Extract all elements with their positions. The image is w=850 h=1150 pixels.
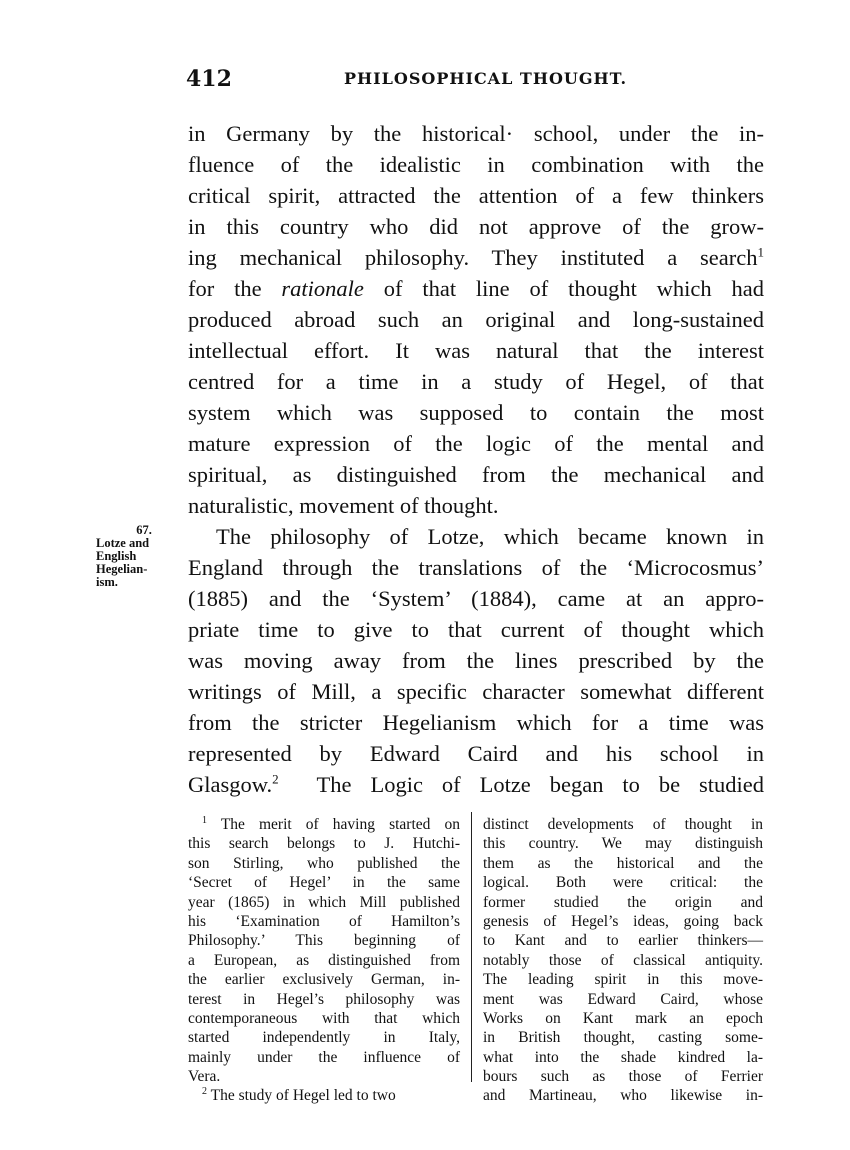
body-line: writings of Mill, a specific character somewhat different [188, 679, 764, 704]
footnote-line: and Martineau, who likewise in- [483, 1087, 763, 1105]
body-line: mature expression of the logic of the mental and [188, 431, 764, 456]
italic-term: rationale [281, 276, 364, 301]
body-line: centred for a time in a study of Hegel, of that [188, 369, 764, 394]
footnote-marker: 1 [202, 814, 207, 826]
body-line: represented by Edward Caird and his school in [188, 741, 764, 766]
body-line-text: Glasgow. [188, 772, 273, 797]
footnote-column-divider [471, 812, 472, 1082]
body-line: England through the translations of the ‘Microcosmus’ [188, 555, 764, 580]
body-line [188, 242, 764, 273]
body-line: The philosophy of Lotze, which became known in [216, 524, 764, 549]
footnote-line: distinct developments of thought in [483, 816, 763, 833]
footnote-line: year (1865) in which Mill published [188, 893, 460, 911]
footnote-line: Works on Kant mark an epoch [483, 1009, 763, 1027]
footnote-line: bours such as those of Ferrier [483, 1068, 763, 1086]
body-line: from the stricter Hegelianism which for a time was [188, 710, 764, 735]
footnote-text: The merit of having started on [220, 816, 460, 833]
body-line: in Germany by the historical· school, under the in- [188, 121, 764, 146]
footnote-line: genesis of Hegel’s ideas, going back [483, 912, 763, 930]
body-line: critical spirit, attracted the attention of a few thinkers [188, 183, 764, 208]
footnote-line [188, 1086, 460, 1105]
body-line-text: ing mechanical philosophy. They instituted a search [188, 245, 758, 270]
running-title: PHILOSOPHICAL THOUGHT. [344, 69, 628, 88]
footnote-line: ‘Secret of Hegel’ in the same [188, 874, 460, 892]
footnotes-left-column [188, 815, 460, 1106]
footnote-line: them as the historical and the [483, 854, 763, 872]
body-line [188, 273, 764, 304]
body-line: priate time to give to that current of thought which [188, 617, 764, 642]
body-line: (1885) and the ‘System’ (1884), came at an appro- [188, 586, 764, 611]
body-line: was moving away from the lines prescribed by the [188, 648, 764, 673]
footnotes-right-column [483, 815, 763, 1106]
footnote-line: to Kant and to earlier thinkers— [483, 932, 763, 950]
body-line: naturalistic, movement of thought. [188, 493, 499, 518]
margin-note-number: 67. [136, 523, 152, 537]
margin-note-line: Lotze and [96, 536, 150, 550]
footnote-line: his ‘Examination of Hamilton’s [188, 912, 460, 930]
margin-note [96, 524, 176, 589]
footnote-line: a European, as distinguished from [188, 951, 460, 969]
footnote-line: the earlier exclusively German, in- [188, 971, 460, 989]
footnote-line: ment was Edward Caird, whose [483, 990, 763, 1008]
body-line: in this country who did not approve of the grow- [188, 214, 764, 239]
footnote-line: Philosophy.’ This beginning of [188, 932, 460, 950]
margin-note-line: Hegelian- [96, 562, 148, 576]
footnote-ref: 1 [757, 244, 764, 260]
body-line: spiritual, as distinguished from the mechanical and [188, 462, 764, 487]
footnote-line: former studied the origin and [483, 893, 763, 911]
footnote-line: what into the shade kindred la- [483, 1048, 763, 1066]
body-line [188, 769, 764, 800]
footnote-line: son Stirling, who published the [188, 854, 460, 872]
footnote-text: The study of Hegel led to two [210, 1087, 396, 1105]
footnote-line: terest in Hegel’s philosophy was [188, 990, 460, 1008]
body-line-text: of that line of thought which had [363, 276, 764, 301]
footnote-line: Vera. [188, 1068, 221, 1086]
page-number: 412 [186, 66, 232, 92]
footnote-line [188, 815, 460, 834]
footnote-ref: 2 [272, 771, 279, 787]
margin-note-line: English [96, 549, 137, 563]
footnote-line: this country. We may distinguish [483, 835, 763, 853]
body-line: produced abroad such an original and long-sustained [188, 307, 764, 332]
footnote-marker: 2 [202, 1086, 207, 1098]
footnote-line: The leading spirit in this move- [483, 971, 763, 989]
footnote-line: mainly under the influence of [188, 1048, 460, 1066]
footnote-line: started independently in Italy, [188, 1029, 460, 1047]
page-header [186, 66, 766, 94]
body-line-text: The Logic of Lotze began to be studied [316, 772, 765, 797]
body-line: intellectual effort. It was natural that the interest [188, 338, 764, 363]
body-line: fluence of the idealistic in combination with the [188, 152, 764, 177]
footnote-line: contemporaneous with that which [188, 1009, 460, 1027]
footnote-line: this search belongs to J. Hutchi- [188, 835, 460, 853]
body-line: system which was supposed to contain the most [188, 400, 764, 425]
footnote-line: notably those of classical antiquity. [483, 951, 763, 969]
footnote-line: logical. Both were critical: the [483, 874, 763, 892]
footnote-line: in British thought, casting some- [483, 1029, 763, 1047]
margin-note-line: ism. [96, 575, 118, 589]
body-line-text: for the [188, 276, 262, 301]
